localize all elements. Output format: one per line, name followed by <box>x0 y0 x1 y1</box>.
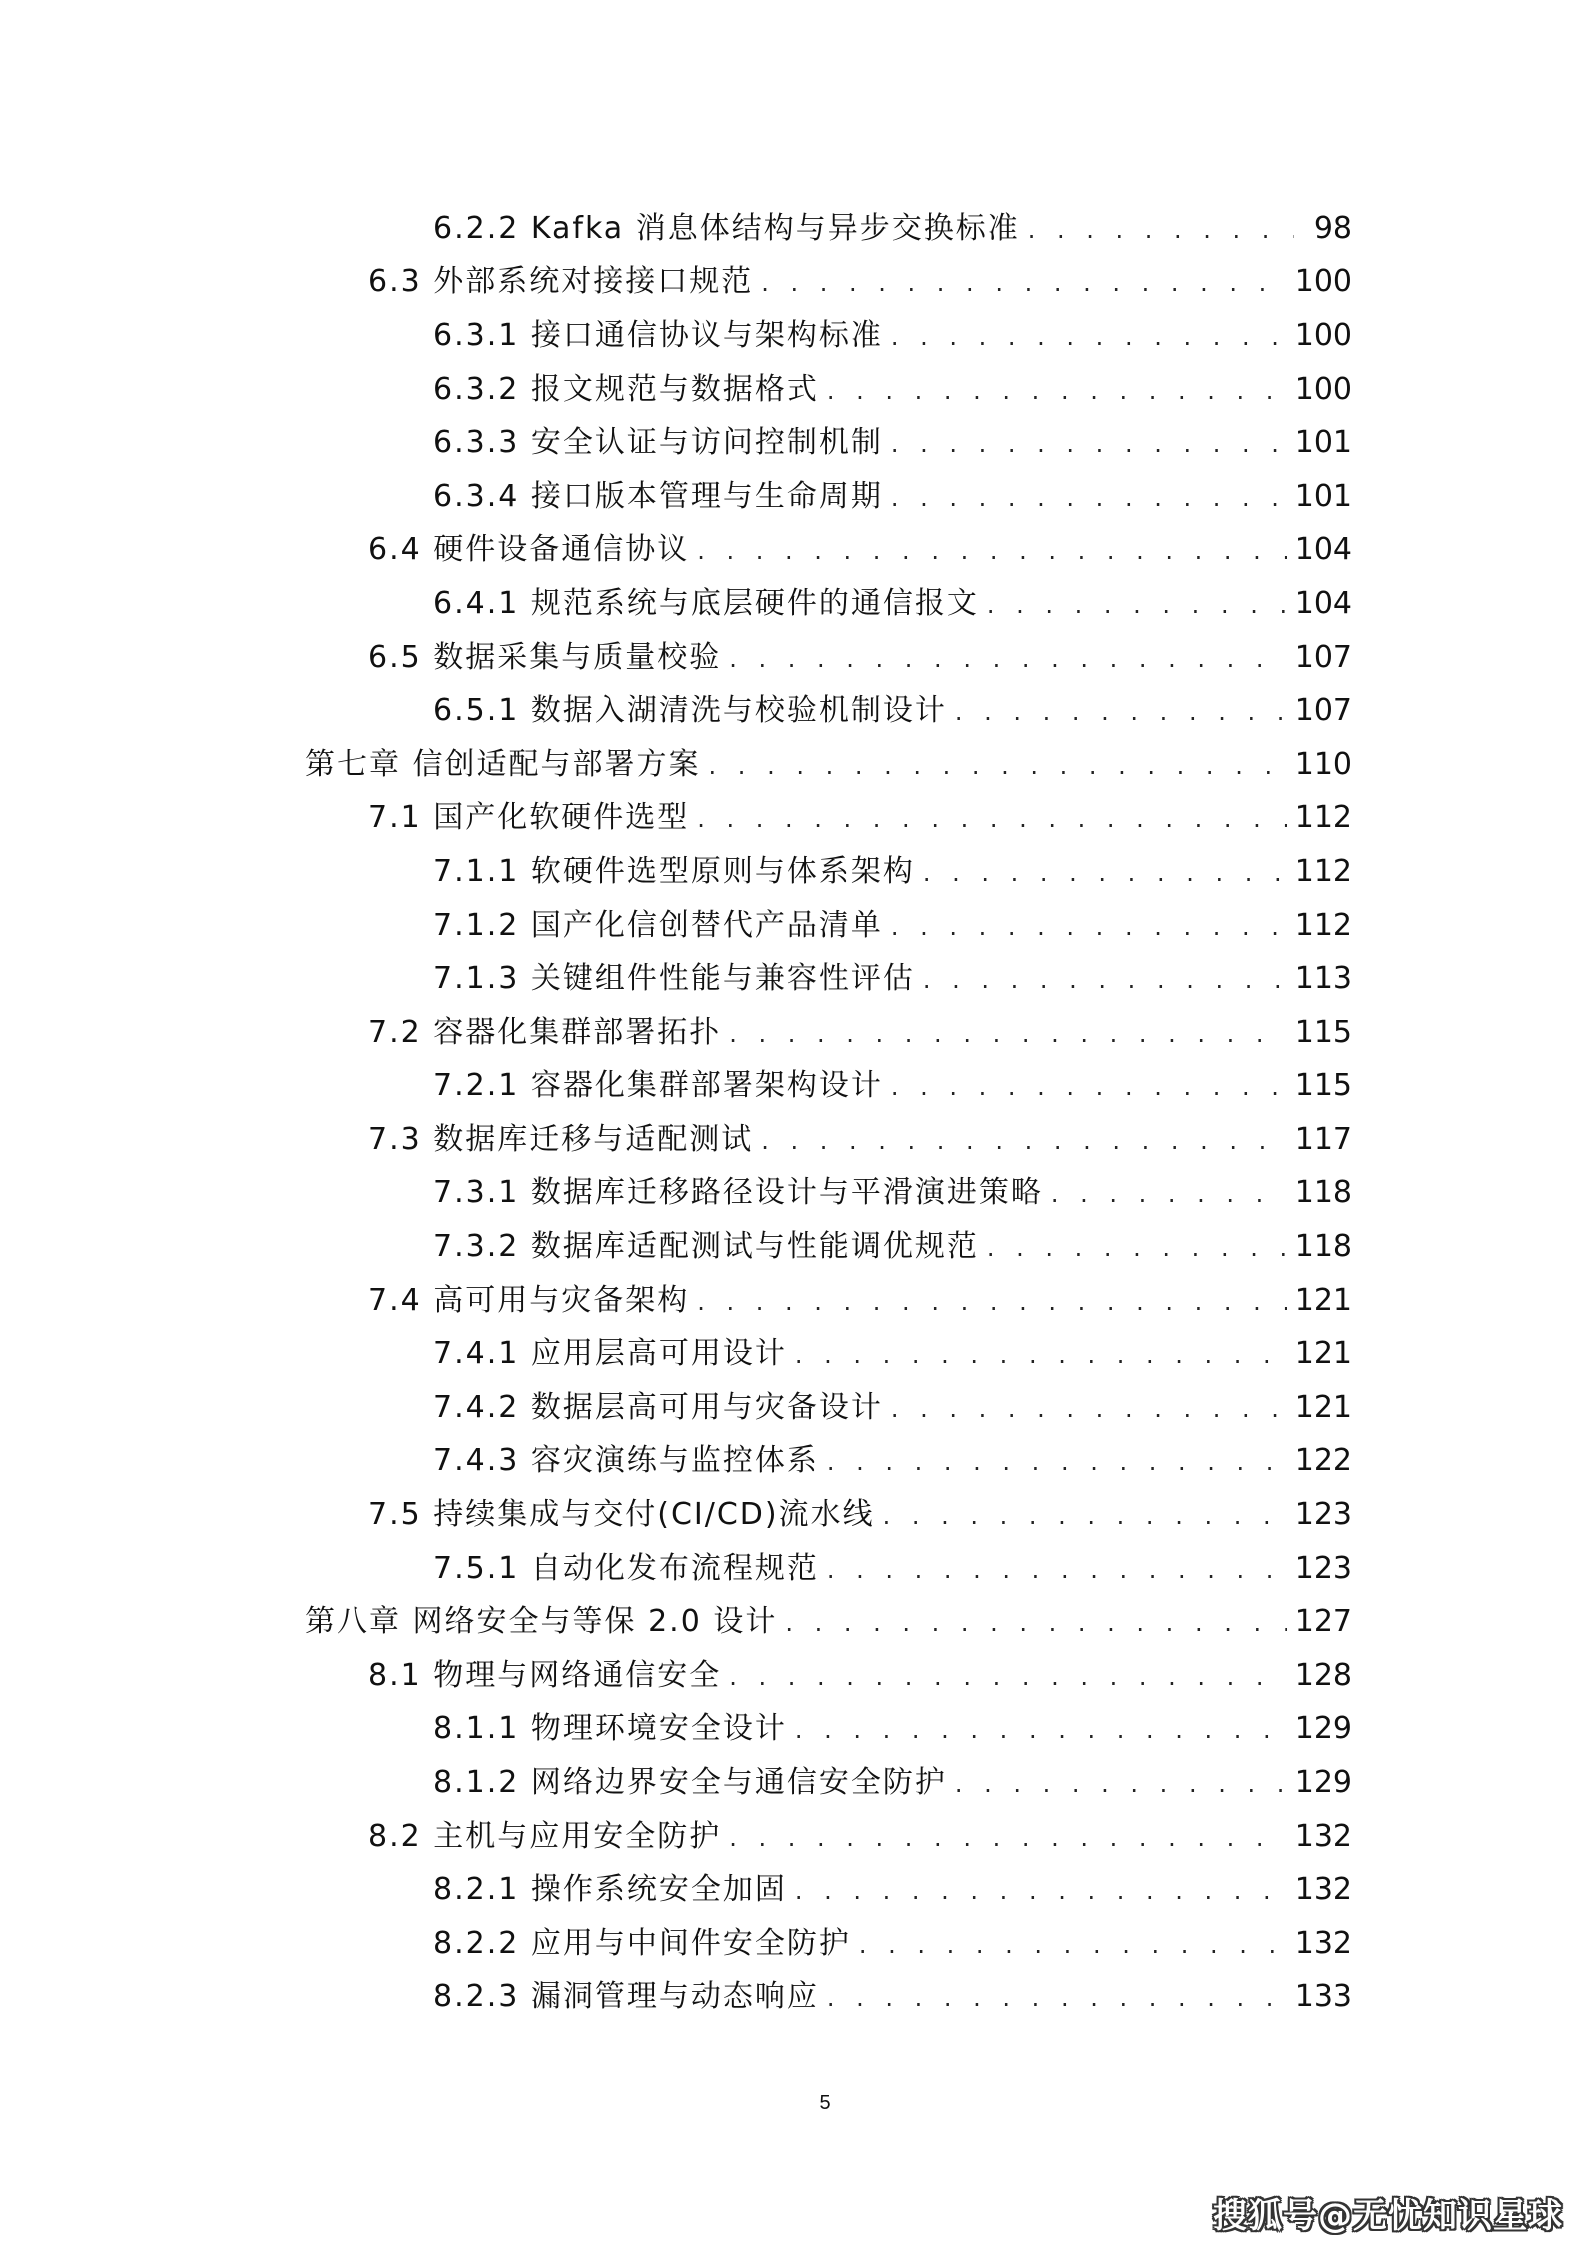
toc-entry[interactable] <box>0 252 1587 306</box>
toc-entry-line <box>433 1221 1352 1265</box>
toc-entry[interactable] <box>0 412 1587 466</box>
toc-entry[interactable] <box>0 627 1587 681</box>
toc-entry-page: 115 <box>1294 1014 1352 1050</box>
toc-entry[interactable] <box>0 1752 1587 1806</box>
toc-dot-leader <box>891 1395 1287 1423</box>
toc-dot-leader <box>891 484 1287 512</box>
toc-entry-title: 7.4 高可用与灾备架构 <box>368 1282 690 1318</box>
toc-entry[interactable] <box>0 1056 1587 1110</box>
toc-entry-page: 133 <box>1294 1979 1352 2015</box>
toc-dot-leader <box>795 1716 1287 1744</box>
toc-entry[interactable] <box>0 841 1587 895</box>
toc-dot-leader <box>827 1556 1287 1584</box>
toc-entry-title: 7.1.2 国产化信创替代产品清单 <box>433 907 883 943</box>
toc-entry-page: 129 <box>1294 1765 1352 1801</box>
toc-entry-line <box>368 256 1352 300</box>
toc-entry-title: 6.2.2 Kafka 消息体结构与异步交换标准 <box>433 210 1020 246</box>
toc-entry-line <box>433 1167 1352 1211</box>
toc-entry-title: 6.5 数据采集与质量校验 <box>368 639 722 675</box>
toc-entry[interactable] <box>0 680 1587 734</box>
watermark: 搜狐号@无忧知识星球 <box>1213 2196 1563 2236</box>
toc-entry-page: 107 <box>1294 693 1352 729</box>
toc-dot-leader <box>955 698 1287 726</box>
toc-entry-title: 6.3.2 报文规范与数据格式 <box>433 371 819 407</box>
toc-dot-leader <box>891 323 1287 351</box>
toc-entry-title: 第七章 信创适配与部署方案 <box>305 746 701 782</box>
toc-entry-page: 121 <box>1294 1336 1352 1372</box>
toc-entry-page: 121 <box>1294 1282 1352 1318</box>
toc-entry-page: 122 <box>1294 1443 1352 1479</box>
toc-entry-line <box>433 364 1352 408</box>
toc-entry-line <box>368 632 1352 676</box>
toc-dot-leader <box>709 752 1287 780</box>
toc-entry[interactable] <box>0 1806 1587 1860</box>
toc-entry-title: 8.2.1 操作系统安全加固 <box>433 1872 787 1908</box>
toc-dot-leader <box>891 1073 1287 1101</box>
toc-entry-page: 117 <box>1294 1121 1352 1157</box>
toc-entry-line <box>368 792 1352 836</box>
toc-entry-line <box>433 578 1352 622</box>
toc-entry-page: 118 <box>1294 1229 1352 1265</box>
toc-entry[interactable] <box>0 1377 1587 1431</box>
toc-entry-title: 6.5.1 数据入湖清洗与校验机制设计 <box>433 693 947 729</box>
toc-entry-page: 104 <box>1294 532 1352 568</box>
toc-entry-line <box>433 203 1352 247</box>
toc-dot-leader <box>729 645 1286 673</box>
toc-entry-title: 7.3.2 数据库适配测试与性能调优规范 <box>433 1229 979 1265</box>
toc-entry[interactable] <box>0 1591 1587 1645</box>
toc-entry-line <box>305 739 1352 783</box>
toc-entry-title: 6.3.1 接口通信协议与架构标准 <box>433 317 883 353</box>
toc-entry-line <box>433 1757 1352 1801</box>
toc-entry-line <box>368 1811 1352 1855</box>
toc-entry-line <box>433 471 1352 515</box>
toc-dot-leader <box>795 1341 1287 1369</box>
toc-entry-page: 129 <box>1294 1711 1352 1747</box>
toc-entry-line <box>433 1971 1352 2015</box>
toc-dot-leader <box>697 537 1286 565</box>
toc-entry-line <box>433 1382 1352 1426</box>
toc-entry-page: 110 <box>1294 746 1352 782</box>
toc-entry-line <box>433 900 1352 944</box>
toc-dot-leader <box>697 1288 1286 1316</box>
toc-entry-title: 7.2.1 容器化集群部署架构设计 <box>433 1068 883 1104</box>
toc-dot-leader <box>883 1502 1287 1530</box>
toc-entry-line <box>433 310 1352 354</box>
toc-entry-title: 8.1.2 网络边界安全与通信安全防护 <box>433 1765 947 1801</box>
toc-entry[interactable] <box>0 948 1587 1002</box>
toc-entry-line <box>368 524 1352 568</box>
toc-entry[interactable] <box>0 1002 1587 1056</box>
toc-entry-line <box>305 1596 1352 1640</box>
toc-entry-line <box>433 417 1352 461</box>
toc-entry-line <box>433 1060 1352 1104</box>
toc-entry-title: 7.4.3 容灾演练与监控体系 <box>433 1443 819 1479</box>
toc-entry-title: 6.4.1 规范系统与底层硬件的通信报文 <box>433 585 979 621</box>
toc-entry-page: 121 <box>1294 1389 1352 1425</box>
toc-entry-line <box>433 1543 1352 1587</box>
toc-entry[interactable] <box>0 520 1587 574</box>
toc-entry-line <box>368 1650 1352 1694</box>
toc-dot-leader <box>987 1234 1287 1262</box>
toc-entry-line <box>368 1114 1352 1158</box>
toc-entry-title: 7.3.1 数据库迁移路径设计与平滑演进策略 <box>433 1175 1043 1211</box>
toc-entry[interactable] <box>0 1431 1587 1485</box>
toc-entry-title: 8.1 物理与网络通信安全 <box>368 1657 722 1693</box>
toc-entry-page: 98 <box>1313 210 1352 246</box>
toc-dot-leader <box>923 859 1287 887</box>
toc-entry-title: 8.2.3 漏洞管理与动态响应 <box>433 1979 819 2015</box>
toc-entry-page: 115 <box>1294 1068 1352 1104</box>
toc-entry[interactable] <box>0 1163 1587 1217</box>
toc-dot-leader <box>891 430 1287 458</box>
toc-entry-title: 第八章 网络安全与等保 2.0 设计 <box>305 1604 778 1640</box>
toc-dot-leader <box>761 269 1286 297</box>
toc-entry-line <box>433 846 1352 890</box>
toc-entry-page: 101 <box>1294 425 1352 461</box>
toc-entry-title: 8.2 主机与应用安全防护 <box>368 1818 722 1854</box>
toc-entry-page: 123 <box>1294 1550 1352 1586</box>
toc-entry-page: 104 <box>1294 585 1352 621</box>
toc-entry-line <box>433 685 1352 729</box>
toc-entry-title: 8.1.1 物理环境安全设计 <box>433 1711 787 1747</box>
toc-dot-leader <box>827 1448 1287 1476</box>
toc-entry[interactable] <box>0 895 1587 949</box>
toc-entry-page: 101 <box>1294 478 1352 514</box>
toc-entry-line <box>433 953 1352 997</box>
toc-entry-title: 7.5.1 自动化发布流程规范 <box>433 1550 819 1586</box>
toc-dot-leader <box>729 1020 1286 1048</box>
toc-dot-leader <box>923 966 1287 994</box>
toc-dot-leader <box>859 1931 1287 1959</box>
toc-entry[interactable] <box>0 1484 1587 1538</box>
toc-entry-page: 123 <box>1294 1497 1352 1533</box>
toc-dot-leader <box>1028 216 1294 244</box>
toc-entry[interactable] <box>0 1913 1587 1967</box>
toc-entry-line <box>433 1864 1352 1908</box>
toc-entry-title: 7.1.1 软硬件选型原则与体系架构 <box>433 853 915 889</box>
toc-entry[interactable] <box>0 305 1587 359</box>
toc-entry[interactable] <box>0 359 1587 413</box>
table-of-contents <box>0 198 1587 2020</box>
toc-entry-title: 7.4.1 应用层高可用设计 <box>433 1336 787 1372</box>
toc-dot-leader <box>827 1984 1287 2012</box>
toc-dot-leader <box>729 1824 1286 1852</box>
toc-entry-page: 132 <box>1294 1925 1352 1961</box>
toc-entry[interactable] <box>0 466 1587 520</box>
toc-dot-leader <box>785 1609 1286 1637</box>
toc-entry-title: 7.1.3 关键组件性能与兼容性评估 <box>433 961 915 997</box>
toc-entry-page: 127 <box>1294 1604 1352 1640</box>
toc-entry-title: 6.3.4 接口版本管理与生命周期 <box>433 478 883 514</box>
toc-entry[interactable] <box>0 1216 1587 1270</box>
toc-entry-page: 100 <box>1294 264 1352 300</box>
toc-dot-leader <box>987 591 1287 619</box>
toc-dot-leader <box>761 1127 1286 1155</box>
toc-entry-line <box>368 1275 1352 1319</box>
toc-entry-page: 113 <box>1294 961 1352 997</box>
toc-entry[interactable] <box>0 734 1587 788</box>
toc-entry-line <box>433 1918 1352 1962</box>
toc-entry[interactable] <box>0 573 1587 627</box>
toc-entry-title: 6.4 硬件设备通信协议 <box>368 532 690 568</box>
toc-entry-line <box>368 1007 1352 1051</box>
toc-entry[interactable] <box>0 1859 1587 1913</box>
toc-entry-page: 100 <box>1294 317 1352 353</box>
toc-entry-line <box>433 1703 1352 1747</box>
toc-entry-line <box>368 1489 1352 1533</box>
toc-entry-title: 7.3 数据库迁移与适配测试 <box>368 1121 754 1157</box>
toc-entry-title: 7.4.2 数据层高可用与灾备设计 <box>433 1389 883 1425</box>
toc-entry-title: 7.1 国产化软硬件选型 <box>368 800 690 836</box>
page-number: 5 <box>819 2092 831 2114</box>
toc-entry-title: 6.3.3 安全认证与访问控制机制 <box>433 425 883 461</box>
toc-dot-leader <box>955 1770 1287 1798</box>
toc-entry-page: 107 <box>1294 639 1352 675</box>
toc-entry[interactable] <box>0 1109 1587 1163</box>
toc-entry[interactable] <box>0 1645 1587 1699</box>
toc-entry-page: 128 <box>1294 1657 1352 1693</box>
toc-entry[interactable] <box>0 788 1587 842</box>
toc-entry-title: 8.2.2 应用与中间件安全防护 <box>433 1925 851 1961</box>
toc-entry[interactable] <box>0 1323 1587 1377</box>
toc-entry[interactable] <box>0 198 1587 252</box>
toc-dot-leader <box>891 913 1287 941</box>
toc-entry-line <box>433 1435 1352 1479</box>
toc-entry[interactable] <box>0 1538 1587 1592</box>
toc-entry-page: 100 <box>1294 371 1352 407</box>
toc-entry-title: 7.5 持续集成与交付(CI/CD)流水线 <box>368 1497 875 1533</box>
toc-entry-page: 112 <box>1294 907 1352 943</box>
toc-dot-leader <box>729 1663 1286 1691</box>
toc-entry[interactable] <box>0 1699 1587 1753</box>
toc-dot-leader <box>827 377 1287 405</box>
toc-entry-page: 132 <box>1294 1818 1352 1854</box>
toc-dot-leader <box>697 805 1286 833</box>
toc-entry-title: 7.2 容器化集群部署拓扑 <box>368 1014 722 1050</box>
toc-entry[interactable] <box>0 1270 1587 1324</box>
toc-entry-title: 6.3 外部系统对接接口规范 <box>368 264 754 300</box>
toc-entry-line <box>433 1328 1352 1372</box>
toc-entry[interactable] <box>0 1967 1587 2021</box>
toc-entry-page: 118 <box>1294 1175 1352 1211</box>
toc-entry-page: 112 <box>1294 853 1352 889</box>
toc-entry-page: 112 <box>1294 800 1352 836</box>
toc-dot-leader <box>795 1877 1287 1905</box>
toc-entry-page: 132 <box>1294 1872 1352 1908</box>
toc-dot-leader <box>1051 1180 1287 1208</box>
